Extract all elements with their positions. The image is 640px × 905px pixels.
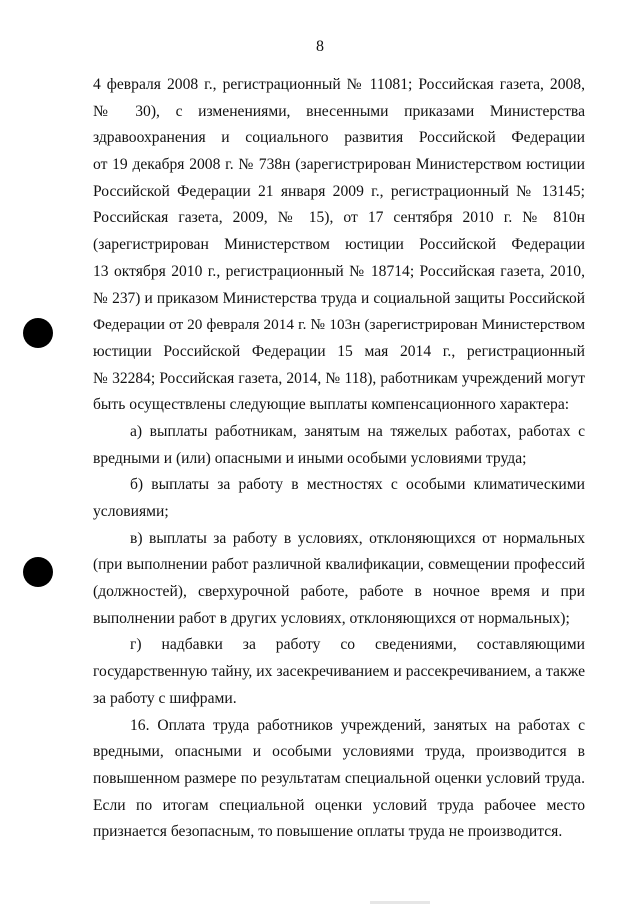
text-line: юстиции Российской Федерации 15 мая 2014 г., регистрационный	[93, 342, 585, 360]
text-line: № 32284; Российская газета, 2014, № 118), работникам учреждений могут	[93, 369, 585, 387]
text-line: (при выполнении работ различной квалификации, совмещении профессий	[93, 556, 585, 574]
text-line: признается безопасным, то повышение оплаты труда не производится.	[93, 823, 563, 841]
list-item-d: г) надбавки за работу со сведениями, составляющими	[130, 636, 585, 654]
text-line: Если по итогам специальной оценки условий труда рабочее место	[93, 796, 585, 814]
page-number: 8	[316, 38, 324, 55]
punch-hole-lower	[23, 557, 53, 587]
text-line: № 30), с изменениями, внесенными приказами Министерства	[93, 102, 585, 120]
text-line: (должностей), сверхурочной работе, работе в ночное время и при	[93, 583, 585, 601]
text-line: за работу с шифрами.	[93, 689, 237, 707]
text-line: вредными и (или) опасными и иными особыми условиями труда;	[93, 449, 527, 467]
punch-hole-upper	[23, 318, 53, 348]
text-line: (зарегистрирован Министерством юстиции Российской Федерации	[93, 236, 585, 254]
scan-artifact	[370, 901, 430, 904]
paragraph-16: 16. Оплата труда работников учреждений, занятых на работах с	[130, 716, 585, 734]
text-line: вредными, опасными и особыми условиями труда, производится в	[93, 743, 585, 761]
text-line: быть осуществлены следующие выплаты компенсационного характера:	[93, 396, 570, 414]
list-item-b: б) выплаты за работу в местностях с особыми климатическими	[130, 476, 585, 494]
text-line: государственную тайну, их засекречиванием и рассекречиванием, а также	[93, 663, 585, 681]
text-line: Федерации от 20 февраля 2014 г. № 103н (зарегистрирован Министерством	[93, 316, 585, 334]
text-line: от 19 декабря 2008 г. № 738н (зарегистрирован Министерством юстиции	[93, 156, 585, 174]
text-line: 13 октября 2010 г., регистрационный № 18714; Российская газета, 2010,	[93, 262, 585, 280]
text-line: Российская газета, 2009, № 15), от 17 сентября 2010 г. № 810н	[93, 209, 585, 227]
text-line: 4 февраля 2008 г., регистрационный № 11081; Российская газета, 2008,	[93, 76, 585, 93]
text-line: № 237) и приказом Министерства труда и социальной защиты Российской	[93, 289, 585, 307]
list-item-c: в) выплаты за работу в условиях, отклоняющихся от нормальных	[130, 529, 585, 547]
text-line: выполнении работ в других условиях, отклоняющихся от нормальных);	[93, 609, 570, 627]
document-body	[93, 72, 585, 846]
text-line: повышенном размере по результатам специальной оценки условий труда.	[93, 769, 585, 787]
text-line: условиями;	[93, 503, 169, 520]
text-line: здравоохранения и социального развития Российской Федерации	[93, 129, 585, 147]
text-line: Российской Федерации 21 января 2009 г., регистрационный № 13145;	[93, 182, 585, 200]
list-item-a: а) выплаты работникам, занятым на тяжелых работах, работах с	[130, 422, 585, 440]
